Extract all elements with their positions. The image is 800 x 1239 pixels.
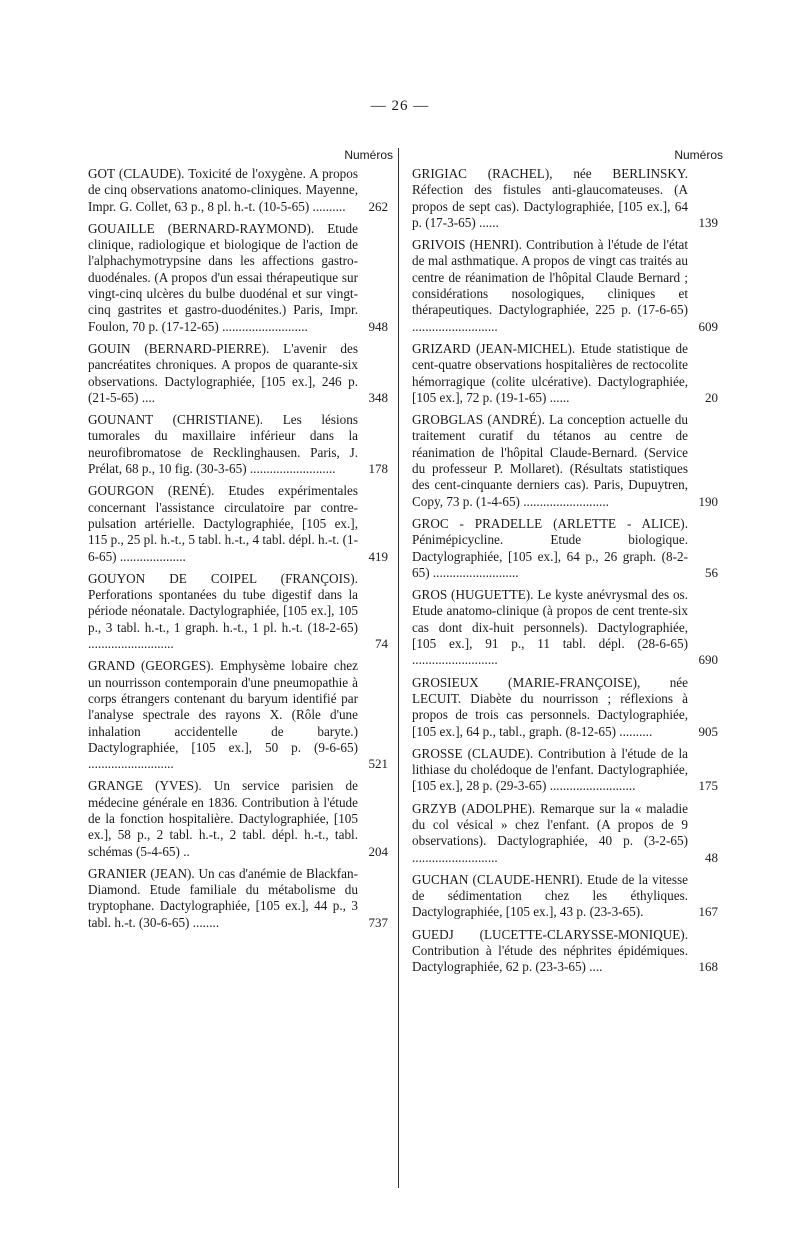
- entry-number: 48: [705, 849, 718, 865]
- entry-number: 74: [375, 636, 388, 652]
- entry-number: 737: [368, 914, 388, 930]
- list-item: [412, 872, 718, 921]
- entry-number: 419: [368, 548, 388, 564]
- list-item: [412, 801, 718, 866]
- right-column-header: Numéros: [674, 148, 723, 162]
- entry-text: GRANIER (JEAN). Un cas d'anémie de Blackfan-Diamond. Etude familiale du métabolisme du tryptophane. Dactylographiée, [105 ex.], 44 p., 3 tabl. h.-t. (30-6-65) ........: [88, 865, 358, 930]
- list-item: [412, 412, 718, 510]
- column-divider: [398, 148, 399, 1188]
- entry-number: 521: [368, 756, 388, 772]
- entry-text: GRZYB (ADOLPHE). Remarque sur la « maladie du col vésical » chez l'enfant. (A propos de 9 observations). Dactylographiée, 40 p. (3-2-65) ..........................: [412, 800, 688, 865]
- entry-text: GOUIN (BERNARD-PIERRE). L'avenir des pancréatites chroniques. A propos de quarante-six observations. Dactylographiée, [105 ex.], 246 p. (21-5-65) ....: [88, 340, 358, 405]
- list-item: [88, 412, 388, 477]
- entry-number: 175: [698, 778, 718, 794]
- list-item: [88, 778, 388, 859]
- entry-text: GRAND (GEORGES). Emphysème lobaire chez un nourrisson contemporain d'une pneumopathie à corps étrangers contenant du baryum identifié par l'analyse spectrale des rayons X. (Rôle d'une inhalation accidentelle de baryte.) Dactylographiée, [105 ex.], 50 p. (9-6-65) ..........................: [88, 658, 358, 772]
- entry-text: GRANGE (YVES). Un service parisien de médecine générale en 1836. Contribution à l'étude de la fonction hospitalière. Dactylographiée, [105 ex.], 58 p., 2 tabl. h.-t., 2 tabl. dépl. h.-t., tabl. schémas (5-4-65) ..: [88, 778, 358, 859]
- entry-number: 948: [368, 318, 388, 334]
- list-item: [88, 341, 388, 406]
- entry-text: GUEDJ (LUCETTE-CLARYSSE-MONIQUE). Contribution à l'étude des néphrites épidémiques. Dactylographiée, 62 p. (23-3-65) ....: [412, 926, 688, 975]
- entry-text: GROSSE (CLAUDE). Contribution à l'étude de la lithiase du cholédoque de l'enfant. Dactylographiée, [105 ex.], 28 p. (29-3-65) ..........................: [412, 745, 688, 794]
- list-item: [88, 866, 388, 931]
- entry-text: GRIZARD (JEAN-MICHEL). Etude statistique de cent-quatre observations hospitalières de rectocolite hémorragique (colite ulcérative). Dactylographiée, [105 ex.], 72 p. (19-1-65) ......: [412, 340, 688, 405]
- entry-number: 204: [368, 843, 388, 859]
- entry-text: GOUNANT (CHRISTIANE). Les lésions tumorales du maxillaire inférieur dans la neurofibromatose de Recklinghausen. Paris, J. Prélat, 68 p., 10 fig. (30-3-65) ..........................: [88, 412, 358, 477]
- entry-number: 690: [698, 652, 718, 668]
- list-item: [412, 927, 718, 976]
- list-item: [88, 658, 388, 772]
- entry-text: GROBGLAS (ANDRÉ). La conception actuelle du traitement curatif du tétanos au centre de réanimation de l'hôpital Claude-Bernard. (Service du professeur P. Mollaret). (Résultats statistiques des cent-cinquante derniers cas). Paris, Dupuytren, Copy, 73 p. (1-4-65) ..........................: [412, 412, 688, 509]
- list-item: [412, 237, 718, 335]
- list-item: [412, 587, 718, 668]
- page-number: — 26 —: [370, 98, 430, 114]
- entry-number: 348: [368, 389, 388, 405]
- list-item: [88, 483, 388, 564]
- list-item: [412, 746, 718, 795]
- list-item: [412, 675, 718, 740]
- entry-text: GUCHAN (CLAUDE-HENRI). Etude de la vitesse de sédimentation chez les éthyliques. Dactylographiée, [105 ex.], 43 p. (23-3-65).: [412, 871, 688, 920]
- entry-text: GOUYON DE COIPEL (FRANÇOIS). Perforations spontanées du tube digestif dans la période néonatale. Dactylographiée, [105 ex.], 105 p., 3 tabl. h.-t., 1 graph. h.-t., 1 pl. h.-t. (18-2-65) ..........................: [88, 570, 358, 652]
- entry-text: GROS (HUGUETTE). Le kyste anévrysmal des os. Etude anatomo-clinique (à propos de cent trente-six cas dont dix-huit personnels). Dactylographiée, [105 ex.], 91 p., 11 tabl. dépl. (28-6-65) ..........................: [412, 587, 688, 668]
- list-item: [412, 516, 718, 581]
- left-column-header: Numéros: [344, 148, 393, 162]
- entry-number: 262: [368, 198, 388, 214]
- entry-text: GROC - PRADELLE (ARLETTE - ALICE). Pénimépicycline. Etude biologique. Dactylographiée, [105 ex.], 64 p., 26 graph. (8-2-65) ..........................: [412, 515, 688, 580]
- entry-text: GRIVOIS (HENRI). Contribution à l'étude de l'état de mal asthmatique. A propos de vingt cas traités au centre de réanimation de l'hôpital Claude Bernard ; considérations nosologiques, cliniques et thérapeutiques. Dactylographiée, 225 p. (17-6-65) ..........................: [412, 237, 688, 334]
- entry-text: GOURGON (RENÉ). Etudes expérimentales concernant l'assistance circulatoire par contre-pulsation artérielle. Dactylographiée, [105 ex.], 115 p., 25 pl. h.-t., 5 tabl. h.-t., 4 tabl. dépl. h.-t. (1-6-65) ....................: [88, 483, 358, 564]
- list-item: [88, 571, 388, 652]
- entry-text: GROSIEUX (MARIE-FRANÇOISE), née LECUIT. Diabète du nourrisson ; réflexions à propos de trois cas personnels. Dactylographiée, [105 ex.], 64 p., tabl., graph. (8-12-65) ..........: [412, 674, 688, 739]
- right-column: [412, 148, 723, 982]
- list-item: [88, 221, 388, 335]
- entry-text: GOUAILLE (BERNARD-RAYMOND). Etude clinique, radiologique et biologique de l'action de l'alphachymotrypsine dans les affections gastro-duodénales. (A propos d'un essai thérapeutique sur vingt-cinq ulcères du bulbe duodénal et sur vingt-cinq gastrites et gastro-duodénites.) Paris, Impr. Foulon, 70 p. (17-12-65) ..........................: [88, 220, 358, 334]
- entry-text: GOT (CLAUDE). Toxicité de l'oxygène. A propos de cinq observations anatomo-cliniques. Mayenne, Impr. G. Collet, 63 p., 8 pl. h.-t. (10-5-65) ..........: [88, 166, 358, 214]
- entry-text: GRIGIAC (RACHEL), née BERLINSKY. Réfection des fistules anti-glaucomateuses. (A propos de sept cas). Dactylographiée, [105 ex.], 64 p. (17-3-65) ......: [412, 166, 688, 230]
- entry-number: 139: [698, 214, 718, 230]
- entry-number: 168: [698, 959, 718, 975]
- list-item: [88, 166, 388, 215]
- entry-number: 609: [698, 318, 718, 334]
- entry-number: 178: [368, 461, 388, 477]
- entry-number: 167: [698, 904, 718, 920]
- entry-number: 56: [705, 564, 718, 580]
- list-item: [412, 166, 718, 231]
- entry-number: 20: [705, 389, 718, 405]
- entry-number: 905: [698, 723, 718, 739]
- entry-number: 190: [698, 493, 718, 509]
- left-column: [88, 148, 393, 937]
- list-item: [412, 341, 718, 406]
